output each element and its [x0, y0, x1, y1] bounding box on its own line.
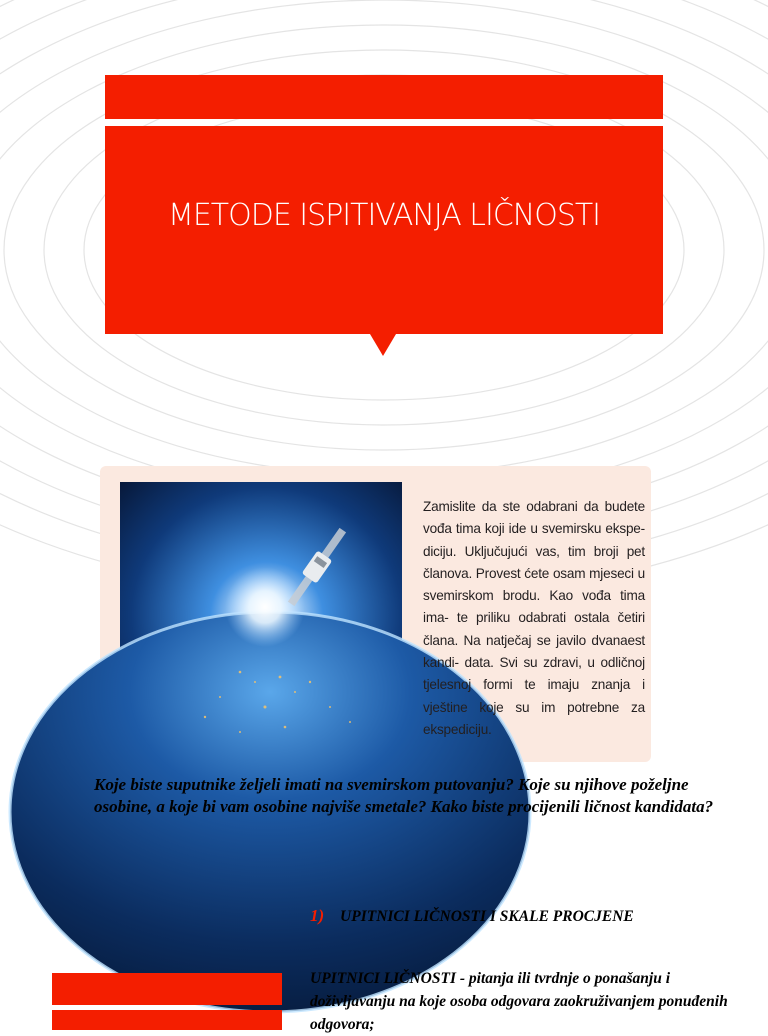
title-band: [105, 75, 663, 119]
title-box: [105, 126, 663, 334]
section-title: UPITNICI LIČNOSTI I SKALE PROCJENE: [340, 908, 634, 925]
title-pointer: [370, 334, 396, 356]
definition-text: - pitanja ili tvrdnje o ponašanju i doživljavanju na koje osoba odgovara zaokruživanjem ponuđenih odgovora;: [310, 970, 728, 1033]
discussion-question: Koje biste suputnike željeli imati na svemirskom putovanju? Koje su njihove poželjne osobine, a koje bi vam osobine najviše smetale? Kako biste procijenili ličnost kandidata?: [94, 775, 714, 816]
scenario-text: Zamislite da ste odabrani da budete vođa tima koji ide u svemirsku ekspe- diciju. Uključujući vas, tim broji pet članova. Provest ćete osam mjeseci u svemirskom brodu. Kao vođa tima ima- te priliku odabrati ostala četiri člana. Na natječaj se javilo dvanaest kandi- data. Svi su zdravi, u odličnoj tjelesnoj formi te imaju znanja i vještine koje su im potrebne za ekspediciju.: [423, 499, 645, 737]
space-image: [120, 482, 402, 748]
scenario-card: [100, 466, 651, 762]
page-title: METODE ISPITIVANJA LIČNOSTI: [167, 198, 601, 233]
decorative-bar: [52, 973, 282, 1005]
section-number: 1): [310, 906, 325, 925]
decorative-bar: [52, 1010, 282, 1030]
section-heading: [310, 906, 634, 926]
definition-paragraph: [310, 967, 750, 1036]
definition-term: UPITNICI LIČNOSTI: [310, 970, 456, 987]
